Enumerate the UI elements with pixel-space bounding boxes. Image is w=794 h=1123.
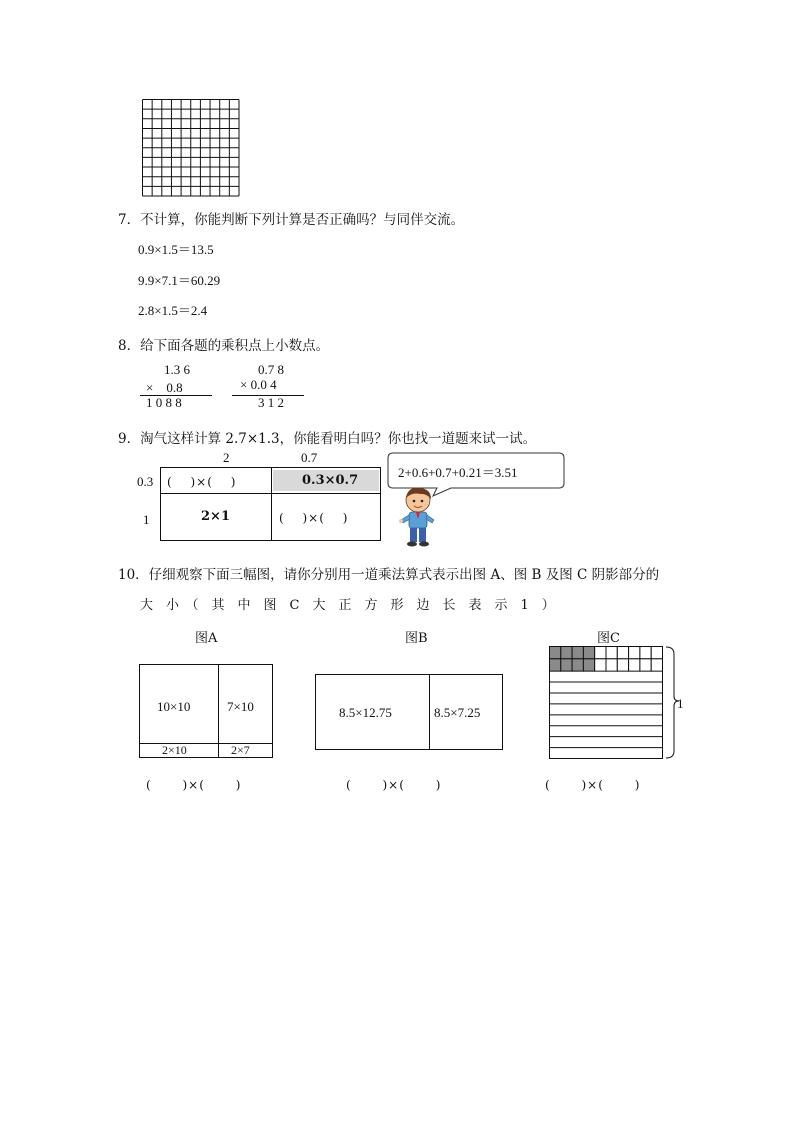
fig-a-cell-1: 10×10 <box>157 699 191 714</box>
fig-c-shaded-cell <box>561 659 572 671</box>
fig-c-side-label: 1 <box>677 696 684 711</box>
q10-title-line2: 大 小 （ 其 中 图 C 大 正 方 形 边 长 表 示 1 ） <box>140 598 555 613</box>
fig-c-shaded-cell <box>583 647 594 659</box>
q7-line-3: 2.8×1.5＝2.4 <box>138 303 208 318</box>
q9-cell-r1c2: 0.3×0.7 <box>302 473 359 488</box>
hundred-grid <box>142 99 240 197</box>
fig-c-answer[interactable]: ( )×( ) <box>545 778 641 792</box>
q9-h-divider <box>161 493 380 494</box>
q7-line-1: 0.9×1.5＝13.5 <box>138 242 214 257</box>
fig-a-label: 图A <box>195 631 218 646</box>
fig-c-shaded-cell <box>572 659 583 671</box>
fig-c-shaded-cell <box>583 659 594 671</box>
fig-c-cell <box>606 659 617 671</box>
q8-problem-2 <box>232 362 304 412</box>
q8-p2-mult: × 0.0 4 <box>240 377 277 392</box>
q7-title: 7．不计算，你能判断下列计算是否正确吗？与同伴交流。 <box>118 212 465 228</box>
q8-p1-result: 1 0 8 8 <box>146 395 182 410</box>
q8-problem-1 <box>140 362 212 412</box>
q7-line-2: 9.9×7.1＝60.29 <box>138 273 221 288</box>
q9-cell-r2c1: 2×1 <box>201 509 230 524</box>
q8-p2-top: 0.7 8 <box>258 362 284 377</box>
fig-c-cell <box>617 659 628 671</box>
q10-title: 10．仔细观察下面三幅图，请你分别用一道乘法算式表示出图 A、图 B 及图 C 阴影部分的 <box>118 567 660 583</box>
fig-c-cell <box>595 659 606 671</box>
q9-col-label-1: 2 <box>223 450 230 465</box>
fig-a-answer[interactable]: ( )×( ) <box>146 778 242 792</box>
fig-c-shaded-cell <box>550 659 561 671</box>
q9-area-table <box>160 467 381 541</box>
fig-c <box>548 644 688 762</box>
q8-p2-result: 3 1 2 <box>258 395 284 410</box>
fig-b-label: 图B <box>405 631 428 646</box>
q9-cell-r1c1[interactable]: ( )×( ) <box>167 475 237 489</box>
fig-c-shaded-cell <box>572 647 583 659</box>
fig-c-shaded-cell <box>561 647 572 659</box>
fig-b <box>315 674 503 750</box>
q9-cell-r2c2[interactable]: ( )×( ) <box>279 511 349 525</box>
q9-row-label-2: 1 <box>143 512 150 527</box>
fig-b-answer[interactable]: ( )×( ) <box>346 778 442 792</box>
fig-c-cell <box>617 647 628 659</box>
fig-c-cell <box>651 647 662 659</box>
fig-c-cell <box>595 647 606 659</box>
fig-c-cell <box>640 647 651 659</box>
fig-c-cell <box>606 647 617 659</box>
fig-b-cell-1: 8.5×12.75 <box>339 705 392 720</box>
q9-col-label-2: 0.7 <box>301 450 318 465</box>
fig-c-shaded-cell <box>550 647 561 659</box>
q8-p1-top: 1.3 6 <box>164 362 190 377</box>
fig-c-cell <box>629 647 640 659</box>
fig-a <box>139 664 273 758</box>
fig-c-cell <box>640 659 651 671</box>
q8-title: 8．给下面各题的乘积点上小数点。 <box>118 338 330 354</box>
fig-a-cell-4: 2×7 <box>231 743 250 757</box>
q8-p1-mult: × 0.8 <box>146 380 183 395</box>
q9-v-divider <box>271 468 272 540</box>
fig-b-v-divider <box>429 675 430 749</box>
fig-c-cell <box>651 659 662 671</box>
fig-c-cell <box>629 659 640 671</box>
q9-title: 9．淘气这样计算 2.7×1.3，你能看明白吗？你也找一道题来试一试。 <box>118 431 537 447</box>
boy-character-icon <box>396 486 442 548</box>
fig-a-cell-2: 7×10 <box>227 699 254 714</box>
fig-c-label: 图C <box>597 631 620 646</box>
fig-b-cell-2: 8.5×7.25 <box>434 705 481 720</box>
fig-a-h-divider <box>140 743 272 744</box>
fig-a-cell-3: 2×10 <box>162 743 187 757</box>
speech-text: 2+0.6+0.7+0.21＝3.51 <box>398 465 518 480</box>
q9-row-label-1: 0.3 <box>137 474 154 489</box>
